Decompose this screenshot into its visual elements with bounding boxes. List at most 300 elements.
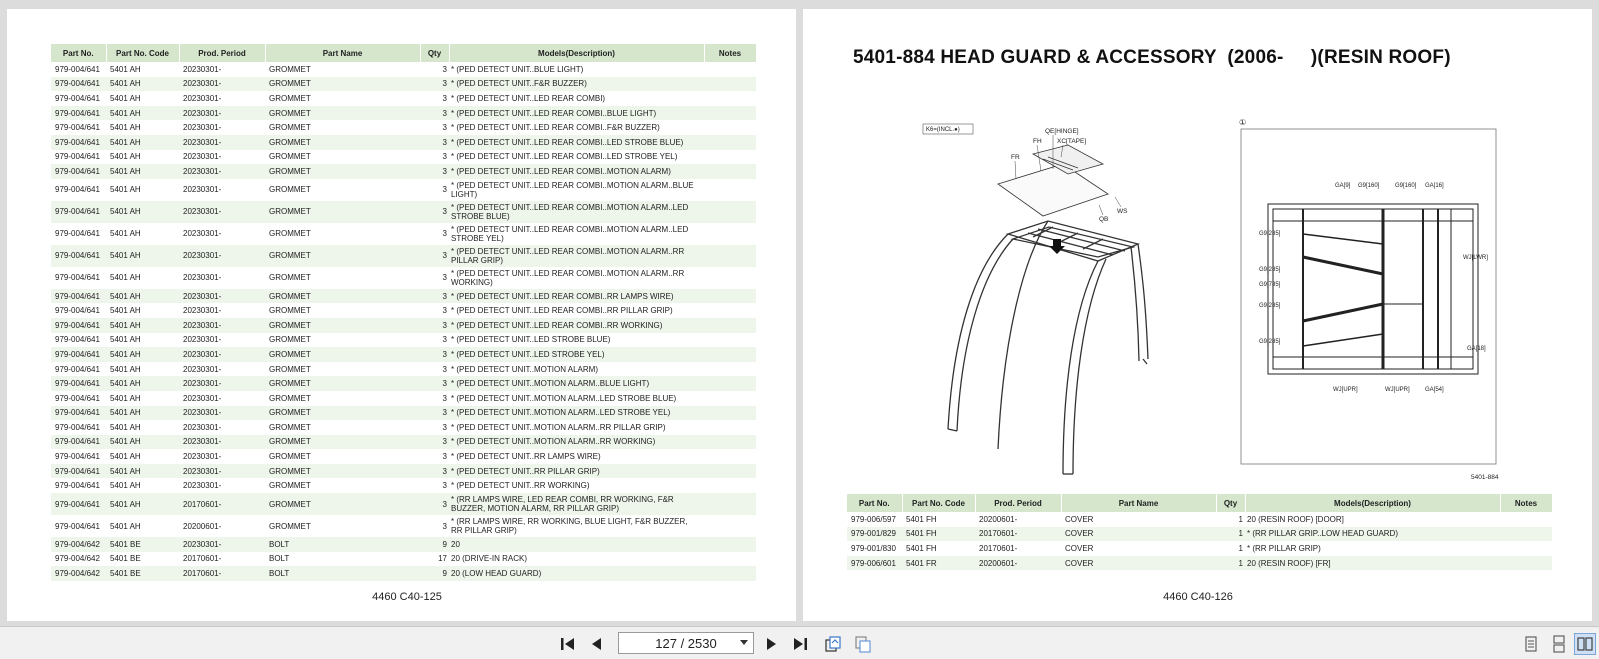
column-header: Models(Description) bbox=[1245, 494, 1500, 512]
table-cell: 3 bbox=[420, 347, 449, 362]
table-cell bbox=[704, 391, 756, 406]
table-cell: 3 bbox=[420, 289, 449, 304]
table-cell: GROMMET bbox=[265, 435, 420, 450]
page-footer-right: 4460 C40-126 bbox=[1163, 591, 1233, 603]
table-cell: 3 bbox=[420, 267, 449, 289]
table-cell: 9 bbox=[420, 537, 449, 552]
table-cell: GROMMET bbox=[265, 391, 420, 406]
table-cell: 3 bbox=[420, 179, 449, 201]
table-cell: 20230301- bbox=[179, 318, 265, 333]
table-cell bbox=[1500, 541, 1552, 556]
figure-number: 5401-884 bbox=[1471, 474, 1499, 481]
table-cell bbox=[704, 303, 756, 318]
next-page-icon[interactable] bbox=[760, 633, 782, 655]
table-cell: 979-004/641 bbox=[51, 435, 106, 450]
table-cell: GROMMET bbox=[265, 347, 420, 362]
table-cell: COVER bbox=[1061, 556, 1216, 571]
column-header: Part Name bbox=[1061, 494, 1216, 512]
table-cell: * (PED DETECT UNIT..LED REAR COMBI..MOTION ALARM..RR WORKING) bbox=[449, 267, 704, 289]
table-cell: BOLT bbox=[265, 537, 420, 552]
table-cell: GROMMET bbox=[265, 449, 420, 464]
table-cell: GROMMET bbox=[265, 333, 420, 348]
table-cell bbox=[704, 406, 756, 421]
table-row bbox=[51, 449, 756, 464]
table-row bbox=[51, 106, 756, 121]
table-row bbox=[51, 420, 756, 435]
table-cell: 17 bbox=[420, 552, 449, 567]
table-cell: * (PED DETECT UNIT..LED REAR COMBI..MOTION ALARM..LED STROBE YEL) bbox=[449, 223, 704, 245]
table-cell: GROMMET bbox=[265, 362, 420, 377]
table-cell: 1 bbox=[1216, 512, 1245, 527]
table-cell: 20230301- bbox=[179, 420, 265, 435]
table-cell: 979-004/641 bbox=[51, 223, 106, 245]
table-cell bbox=[704, 566, 756, 581]
table-cell: * (PED DETECT UNIT..LED REAR COMBI..RR PILLAR GRIP) bbox=[449, 303, 704, 318]
column-header: Prod. Period bbox=[975, 494, 1061, 512]
table-cell: * (PED DETECT UNIT..MOTION ALARM..LED STROBE BLUE) bbox=[449, 391, 704, 406]
detail-box bbox=[1241, 129, 1496, 464]
table-cell: GROMMET bbox=[265, 515, 420, 537]
column-header: Part No. Code bbox=[902, 494, 975, 512]
table-cell: 979-004/641 bbox=[51, 62, 106, 77]
table-cell: * (PED DETECT UNIT..F&R BUZZER) bbox=[449, 77, 704, 92]
table-cell bbox=[704, 435, 756, 450]
table-cell: 3 bbox=[420, 318, 449, 333]
table-cell: 3 bbox=[420, 106, 449, 121]
table-row bbox=[51, 376, 756, 391]
table-cell: GROMMET bbox=[265, 150, 420, 165]
table-cell: * (RR LAMPS WIRE, LED REAR COMBI, RR WORKING, F&R BUZZER, MOTION ALARM, RR PILLAR GRIP) bbox=[449, 493, 704, 515]
table-cell: 20230301- bbox=[179, 150, 265, 165]
table-cell: 20230301- bbox=[179, 223, 265, 245]
first-page-icon[interactable] bbox=[557, 633, 579, 655]
table-row bbox=[51, 347, 756, 362]
table-cell: 979-004/641 bbox=[51, 77, 106, 92]
table-cell: GROMMET bbox=[265, 478, 420, 493]
table-cell: 5401 AH bbox=[106, 150, 179, 165]
parts-table-right bbox=[847, 494, 1553, 570]
table-cell: * (PED DETECT UNIT..LED REAR COMBI..MOTION ALARM..RR PILLAR GRIP) bbox=[449, 245, 704, 267]
table-cell: 3 bbox=[420, 120, 449, 135]
table-cell: * (PED DETECT UNIT..MOTION ALARM..RR WORKING) bbox=[449, 435, 704, 450]
table-cell: 1 bbox=[1216, 541, 1245, 556]
table-cell: 20170601- bbox=[179, 493, 265, 515]
table-cell: * (RR LAMPS WIRE, RR WORKING, BLUE LIGHT, F&R BUZZER, RR PILLAR GRIP) bbox=[449, 515, 704, 537]
table-cell bbox=[704, 62, 756, 77]
table-cell: 3 bbox=[420, 376, 449, 391]
table-cell bbox=[704, 245, 756, 267]
page-left bbox=[7, 9, 796, 621]
table-cell: 5401 AH bbox=[106, 435, 179, 450]
page-footer-left: 4460 C40-125 bbox=[372, 591, 442, 603]
last-page-icon[interactable] bbox=[789, 633, 811, 655]
table-cell bbox=[704, 464, 756, 479]
table-cell: 3 bbox=[420, 135, 449, 150]
table-row bbox=[51, 303, 756, 318]
table-cell bbox=[704, 449, 756, 464]
rotate-back-icon[interactable] bbox=[822, 633, 844, 655]
table-row bbox=[847, 512, 1552, 527]
table-cell: 20 (RESIN ROOF) [DOOR] bbox=[1245, 512, 1500, 527]
roof-detail bbox=[1268, 204, 1478, 374]
table-cell: 20230301- bbox=[179, 62, 265, 77]
table-cell: 1 bbox=[1216, 527, 1245, 542]
table-cell: 5401 AH bbox=[106, 91, 179, 106]
column-header: Prod. Period bbox=[179, 44, 265, 62]
table-row bbox=[51, 164, 756, 179]
table-cell: * (PED DETECT UNIT..MOTION ALARM..LED STROBE YEL) bbox=[449, 406, 704, 421]
table-cell: GROMMET bbox=[265, 376, 420, 391]
detail-marker: ① bbox=[1239, 118, 1247, 127]
table-cell: 979-004/641 bbox=[51, 406, 106, 421]
table-row bbox=[51, 333, 756, 348]
table-cell: GROMMET bbox=[265, 62, 420, 77]
label-g9-285-d: G9[285] bbox=[1259, 339, 1281, 345]
label-wj-upr-b: WJ[UPR] bbox=[1385, 387, 1410, 393]
table-cell: GROMMET bbox=[265, 303, 420, 318]
table-cell bbox=[704, 362, 756, 377]
table-cell: 3 bbox=[420, 62, 449, 77]
table-cell: 3 bbox=[420, 391, 449, 406]
table-cell: 20170601- bbox=[975, 541, 1061, 556]
table-cell: 20230301- bbox=[179, 303, 265, 318]
table-cell: 979-004/641 bbox=[51, 135, 106, 150]
table-cell: * (PED DETECT UNIT..LED REAR COMBI..BLUE LIGHT) bbox=[449, 106, 704, 121]
table-cell bbox=[704, 478, 756, 493]
table-cell: 20230301- bbox=[179, 406, 265, 421]
table-cell: 5401 AH bbox=[106, 179, 179, 201]
table-cell: 979-006/597 bbox=[847, 512, 902, 527]
table-cell: GROMMET bbox=[265, 164, 420, 179]
table-cell bbox=[704, 267, 756, 289]
table-cell: 5401 AH bbox=[106, 135, 179, 150]
table-cell: 20230301- bbox=[179, 333, 265, 348]
table-cell: COVER bbox=[1061, 527, 1216, 542]
table-cell: 979-004/641 bbox=[51, 289, 106, 304]
table-cell: 5401 FR bbox=[902, 556, 975, 571]
callout-hinge: QE[HINGE] bbox=[1045, 128, 1079, 135]
table-cell: 979-004/641 bbox=[51, 515, 106, 537]
table-cell: 20230301- bbox=[179, 391, 265, 406]
table-cell: 979-004/641 bbox=[51, 449, 106, 464]
table-cell: 5401 BE bbox=[106, 552, 179, 567]
table-cell: 3 bbox=[420, 245, 449, 267]
table-row bbox=[51, 245, 756, 267]
two-page-icon[interactable] bbox=[1574, 633, 1596, 655]
table-cell: 3 bbox=[420, 406, 449, 421]
table-cell: * (PED DETECT UNIT..LED REAR COMBI..RR WORKING) bbox=[449, 318, 704, 333]
table-cell: * (PED DETECT UNIT..LED REAR COMBI..RR LAMPS WIRE) bbox=[449, 289, 704, 304]
table-cell: BOLT bbox=[265, 566, 420, 581]
table-cell: 5401 BE bbox=[106, 566, 179, 581]
table-row bbox=[51, 91, 756, 106]
table-cell: 20 (LOW HEAD GUARD) bbox=[449, 566, 704, 581]
column-header: Models(Description) bbox=[449, 44, 704, 62]
table-cell bbox=[704, 515, 756, 537]
table-cell bbox=[704, 347, 756, 362]
table-cell bbox=[704, 537, 756, 552]
table-cell: 20 (DRIVE-IN RACK) bbox=[449, 552, 704, 567]
table-cell: * (PED DETECT UNIT..LED STROBE BLUE) bbox=[449, 333, 704, 348]
table-cell: 3 bbox=[420, 435, 449, 450]
table-row bbox=[51, 464, 756, 479]
table-cell: 979-004/641 bbox=[51, 318, 106, 333]
table-cell: * (PED DETECT UNIT..LED REAR COMBI..LED STROBE YEL) bbox=[449, 150, 704, 165]
table-cell: GROMMET bbox=[265, 464, 420, 479]
table-cell: GROMMET bbox=[265, 267, 420, 289]
table-cell: 20230301- bbox=[179, 464, 265, 479]
table-row bbox=[51, 362, 756, 377]
table-cell: GROMMET bbox=[265, 120, 420, 135]
table-cell: 979-004/641 bbox=[51, 333, 106, 348]
column-header: Notes bbox=[1500, 494, 1552, 512]
table-cell: 979-004/641 bbox=[51, 179, 106, 201]
table-cell: 979-004/641 bbox=[51, 267, 106, 289]
table-cell bbox=[704, 120, 756, 135]
table-cell bbox=[704, 150, 756, 165]
table-cell: * (RR PILLAR GRIP..LOW HEAD GUARD) bbox=[1245, 527, 1500, 542]
table-row bbox=[51, 406, 756, 421]
table-cell: 20230301- bbox=[179, 164, 265, 179]
table-cell: * (PED DETECT UNIT..RR LAMPS WIRE) bbox=[449, 449, 704, 464]
column-header: Qty bbox=[1216, 494, 1245, 512]
table-row bbox=[51, 478, 756, 493]
table-cell: 5401 AH bbox=[106, 120, 179, 135]
table-cell: 5401 AH bbox=[106, 376, 179, 391]
table-cell: 20230301- bbox=[179, 120, 265, 135]
table-cell: 979-004/641 bbox=[51, 347, 106, 362]
viewer-toolbar bbox=[0, 626, 1599, 659]
table-cell: 979-006/601 bbox=[847, 556, 902, 571]
table-cell: 979-004/641 bbox=[51, 420, 106, 435]
table-cell: 20230301- bbox=[179, 179, 265, 201]
table-cell: 5401 AH bbox=[106, 406, 179, 421]
table-cell: GROMMET bbox=[265, 77, 420, 92]
column-header: Notes bbox=[704, 44, 756, 62]
table-cell: 1 bbox=[1216, 556, 1245, 571]
table-cell bbox=[704, 201, 756, 223]
parts-table-left bbox=[51, 44, 757, 581]
label-g9-160-a: G9[160] bbox=[1358, 183, 1380, 189]
callout-qb: QB bbox=[1099, 216, 1109, 223]
table-row bbox=[51, 537, 756, 552]
callout-ws: WS bbox=[1117, 208, 1128, 215]
table-row bbox=[51, 120, 756, 135]
table-cell: 3 bbox=[420, 493, 449, 515]
table-cell: 20230301- bbox=[179, 376, 265, 391]
table-cell: 3 bbox=[420, 303, 449, 318]
head-guard-diagram bbox=[903, 109, 1503, 489]
table-cell: * (PED DETECT UNIT..RR PILLAR GRIP) bbox=[449, 464, 704, 479]
table-cell: 20230301- bbox=[179, 362, 265, 377]
table-cell: COVER bbox=[1061, 512, 1216, 527]
continuous-page-icon[interactable] bbox=[1548, 633, 1570, 655]
table-cell: 5401 AH bbox=[106, 420, 179, 435]
rotate-forward-icon[interactable] bbox=[852, 633, 874, 655]
table-cell bbox=[1500, 512, 1552, 527]
page-right bbox=[803, 9, 1592, 621]
table-row bbox=[847, 541, 1552, 556]
table-cell: 3 bbox=[420, 333, 449, 348]
callout-fh: FH bbox=[1033, 138, 1042, 145]
table-cell: 20 bbox=[449, 537, 704, 552]
label-g9-285-b: G9[285] bbox=[1259, 267, 1281, 273]
table-cell: 979-004/642 bbox=[51, 537, 106, 552]
table-cell: 20230301- bbox=[179, 537, 265, 552]
table-cell: 3 bbox=[420, 150, 449, 165]
table-cell: 20170601- bbox=[179, 566, 265, 581]
table-cell: * (PED DETECT UNIT..LED REAR COMBI..LED STROBE BLUE) bbox=[449, 135, 704, 150]
table-cell: 20200601- bbox=[975, 556, 1061, 571]
table-cell: 5401 AH bbox=[106, 164, 179, 179]
table-cell: 979-004/642 bbox=[51, 566, 106, 581]
table-cell: * (PED DETECT UNIT..LED REAR COMBI..MOTION ALARM) bbox=[449, 164, 704, 179]
table-cell: * (PED DETECT UNIT..LED REAR COMBI..MOTION ALARM..LED STROBE BLUE) bbox=[449, 201, 704, 223]
table-cell: 979-004/641 bbox=[51, 303, 106, 318]
table-cell: 5401 AH bbox=[106, 478, 179, 493]
table-cell: 3 bbox=[420, 77, 449, 92]
table-cell: 3 bbox=[420, 464, 449, 479]
table-cell bbox=[704, 106, 756, 121]
table-cell: 979-001/830 bbox=[847, 541, 902, 556]
table-cell: 20230301- bbox=[179, 289, 265, 304]
table-row bbox=[847, 556, 1552, 571]
table-cell: BOLT bbox=[265, 552, 420, 567]
table-row bbox=[51, 223, 756, 245]
label-ga18: GA[18] bbox=[1467, 346, 1486, 352]
table-cell: 3 bbox=[420, 449, 449, 464]
table-cell: 20230301- bbox=[179, 478, 265, 493]
table-cell bbox=[704, 318, 756, 333]
table-cell: 979-001/829 bbox=[847, 527, 902, 542]
table-cell: 20230301- bbox=[179, 106, 265, 121]
table-cell: 5401 FH bbox=[902, 527, 975, 542]
previous-page-icon[interactable] bbox=[586, 633, 608, 655]
table-cell: 5401 AH bbox=[106, 333, 179, 348]
table-cell: 5401 AH bbox=[106, 347, 179, 362]
table-cell: * (PED DETECT UNIT..LED REAR COMBI..MOTION ALARM..BLUE LIGHT) bbox=[449, 179, 704, 201]
table-cell: 3 bbox=[420, 420, 449, 435]
callout-fr: FR bbox=[1011, 154, 1020, 161]
table-cell: GROMMET bbox=[265, 318, 420, 333]
table-cell: GROMMET bbox=[265, 135, 420, 150]
table-cell: 979-004/641 bbox=[51, 150, 106, 165]
table-cell: GROMMET bbox=[265, 223, 420, 245]
table-cell: 979-004/641 bbox=[51, 201, 106, 223]
page-number-input[interactable] bbox=[618, 632, 754, 654]
column-header: Qty bbox=[420, 44, 449, 62]
table-cell: 979-004/641 bbox=[51, 478, 106, 493]
table-row bbox=[51, 318, 756, 333]
table-cell: 20200601- bbox=[975, 512, 1061, 527]
table-cell: 5401 AH bbox=[106, 515, 179, 537]
chevron-down-icon[interactable] bbox=[740, 640, 748, 645]
label-ga16: GA[16] bbox=[1425, 183, 1444, 189]
table-row bbox=[51, 289, 756, 304]
single-page-icon[interactable] bbox=[1520, 633, 1542, 655]
table-cell: * (RR PILLAR GRIP) bbox=[1245, 541, 1500, 556]
table-cell: 3 bbox=[420, 201, 449, 223]
table-cell bbox=[704, 223, 756, 245]
table-cell: 20230301- bbox=[179, 135, 265, 150]
label-g9-785: G9[785] bbox=[1259, 282, 1281, 288]
table-cell: GROMMET bbox=[265, 406, 420, 421]
table-cell: GROMMET bbox=[265, 179, 420, 201]
table-cell: 3 bbox=[420, 223, 449, 245]
table-cell: 5401 AH bbox=[106, 201, 179, 223]
table-cell: 5401 AH bbox=[106, 289, 179, 304]
table-cell: 20230301- bbox=[179, 435, 265, 450]
table-cell: 9 bbox=[420, 566, 449, 581]
kit-label: K6=(INCL.●) bbox=[926, 127, 960, 133]
table-cell: 3 bbox=[420, 362, 449, 377]
table-cell: GROMMET bbox=[265, 420, 420, 435]
table-cell: GROMMET bbox=[265, 201, 420, 223]
table-cell: 979-004/642 bbox=[51, 552, 106, 567]
table-cell: 5401 FH bbox=[902, 512, 975, 527]
table-cell: 20230301- bbox=[179, 347, 265, 362]
table-cell: * (PED DETECT UNIT..LED REAR COMBI) bbox=[449, 91, 704, 106]
label-wj-lwr: WJ[LWR] bbox=[1463, 255, 1488, 261]
table-cell: 20200601- bbox=[179, 515, 265, 537]
table-cell: 5401 FH bbox=[902, 541, 975, 556]
table-cell: 3 bbox=[420, 515, 449, 537]
table-cell: 979-004/641 bbox=[51, 245, 106, 267]
table-cell: 5401 AH bbox=[106, 223, 179, 245]
table-cell: GROMMET bbox=[265, 106, 420, 121]
table-cell: 5401 AH bbox=[106, 318, 179, 333]
table-row bbox=[51, 135, 756, 150]
table-row bbox=[51, 435, 756, 450]
table-cell: GROMMET bbox=[265, 91, 420, 106]
table-cell: 5401 AH bbox=[106, 362, 179, 377]
table-row bbox=[847, 527, 1552, 542]
table-cell bbox=[704, 91, 756, 106]
table-cell: * (PED DETECT UNIT..BLUE LIGHT) bbox=[449, 62, 704, 77]
table-row bbox=[51, 77, 756, 92]
table-cell: 5401 BE bbox=[106, 537, 179, 552]
head-guard-frame bbox=[948, 221, 1148, 474]
label-wj-upr-a: WJ[UPR] bbox=[1333, 387, 1358, 393]
table-cell: 5401 AH bbox=[106, 77, 179, 92]
label-g9-285-a: G9[285] bbox=[1259, 231, 1281, 237]
table-cell: 20 (RESIN ROOF) [FR] bbox=[1245, 556, 1500, 571]
table-cell: 20230301- bbox=[179, 267, 265, 289]
table-cell: 20230301- bbox=[179, 91, 265, 106]
table-cell: 5401 AH bbox=[106, 391, 179, 406]
table-row bbox=[51, 62, 756, 77]
table-cell: 5401 AH bbox=[106, 449, 179, 464]
table-cell: 5401 AH bbox=[106, 493, 179, 515]
column-header: Part Name bbox=[265, 44, 420, 62]
table-cell: COVER bbox=[1061, 541, 1216, 556]
table-cell: 20170601- bbox=[975, 527, 1061, 542]
label-ga9: GA[9] bbox=[1335, 183, 1351, 189]
column-header: Part No. Code bbox=[106, 44, 179, 62]
table-cell bbox=[704, 333, 756, 348]
label-g9-285-c: G9[285] bbox=[1259, 303, 1281, 309]
table-cell bbox=[704, 289, 756, 304]
table-row bbox=[51, 179, 756, 201]
table-cell: 20170601- bbox=[179, 552, 265, 567]
column-header: Part No. bbox=[847, 494, 902, 512]
table-cell bbox=[704, 164, 756, 179]
table-cell: 5401 AH bbox=[106, 303, 179, 318]
table-cell: * (PED DETECT UNIT..LED REAR COMBI..F&R BUZZER) bbox=[449, 120, 704, 135]
table-cell: 979-004/641 bbox=[51, 493, 106, 515]
table-cell bbox=[1500, 556, 1552, 571]
table-cell: * (PED DETECT UNIT..MOTION ALARM) bbox=[449, 362, 704, 377]
